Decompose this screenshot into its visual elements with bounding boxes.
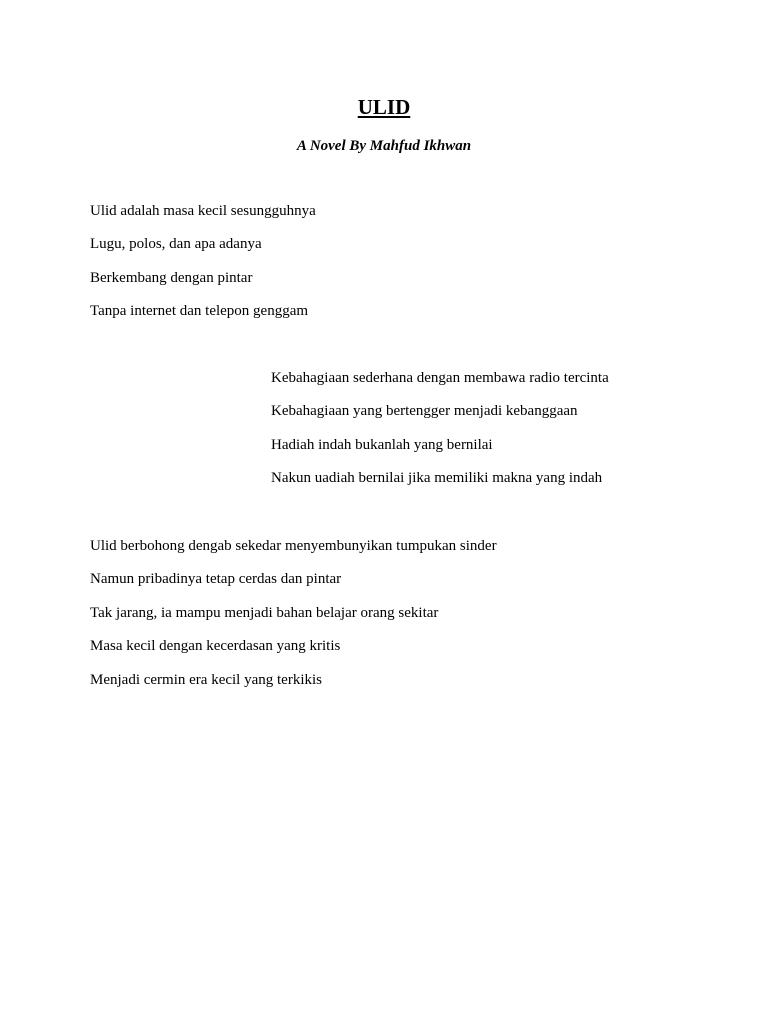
poem-line: Lugu, polos, dan apa adanya <box>90 236 262 253</box>
poem-line: Kebahagiaan yang bertengger menjadi kebanggaan <box>271 403 578 420</box>
stanza-2 <box>271 368 609 502</box>
document-subtitle: A Novel By Mahfud Ikhwan <box>296 138 472 154</box>
poem-line: Menjadi cermin era kecil yang terkikis <box>90 671 322 688</box>
poem-line: Tanpa internet dan telepon genggam <box>90 303 309 320</box>
poem-line: Namun pribadinya tetap cerdas dan pintar <box>90 571 342 588</box>
poem-line: Kebahagiaan sederhana dengan membawa radio tercinta <box>271 370 609 386</box>
poem-line: Tak jarang, ia mampu menjadi bahan belajar orang sekitar <box>90 604 439 621</box>
poem-line: Hadiah indah bukanlah yang bernilai <box>271 436 493 453</box>
document-title: ULID <box>357 95 411 119</box>
poem-line: Nakun uadiah bernilai jika memiliki makna yang indah <box>271 470 603 487</box>
poem-line: Masa kecil dengan kecerdasan yang kritis <box>90 638 341 655</box>
poem-line: Ulid berbohong dengab sekedar menyembunyikan tumpukan sinder <box>90 538 497 554</box>
stanza-1 <box>90 201 316 335</box>
stanza-3 <box>90 536 497 703</box>
poem-line: Ulid adalah masa kecil sesungguhnya <box>90 203 316 219</box>
poem-line: Berkembang dengan pintar <box>90 269 253 286</box>
